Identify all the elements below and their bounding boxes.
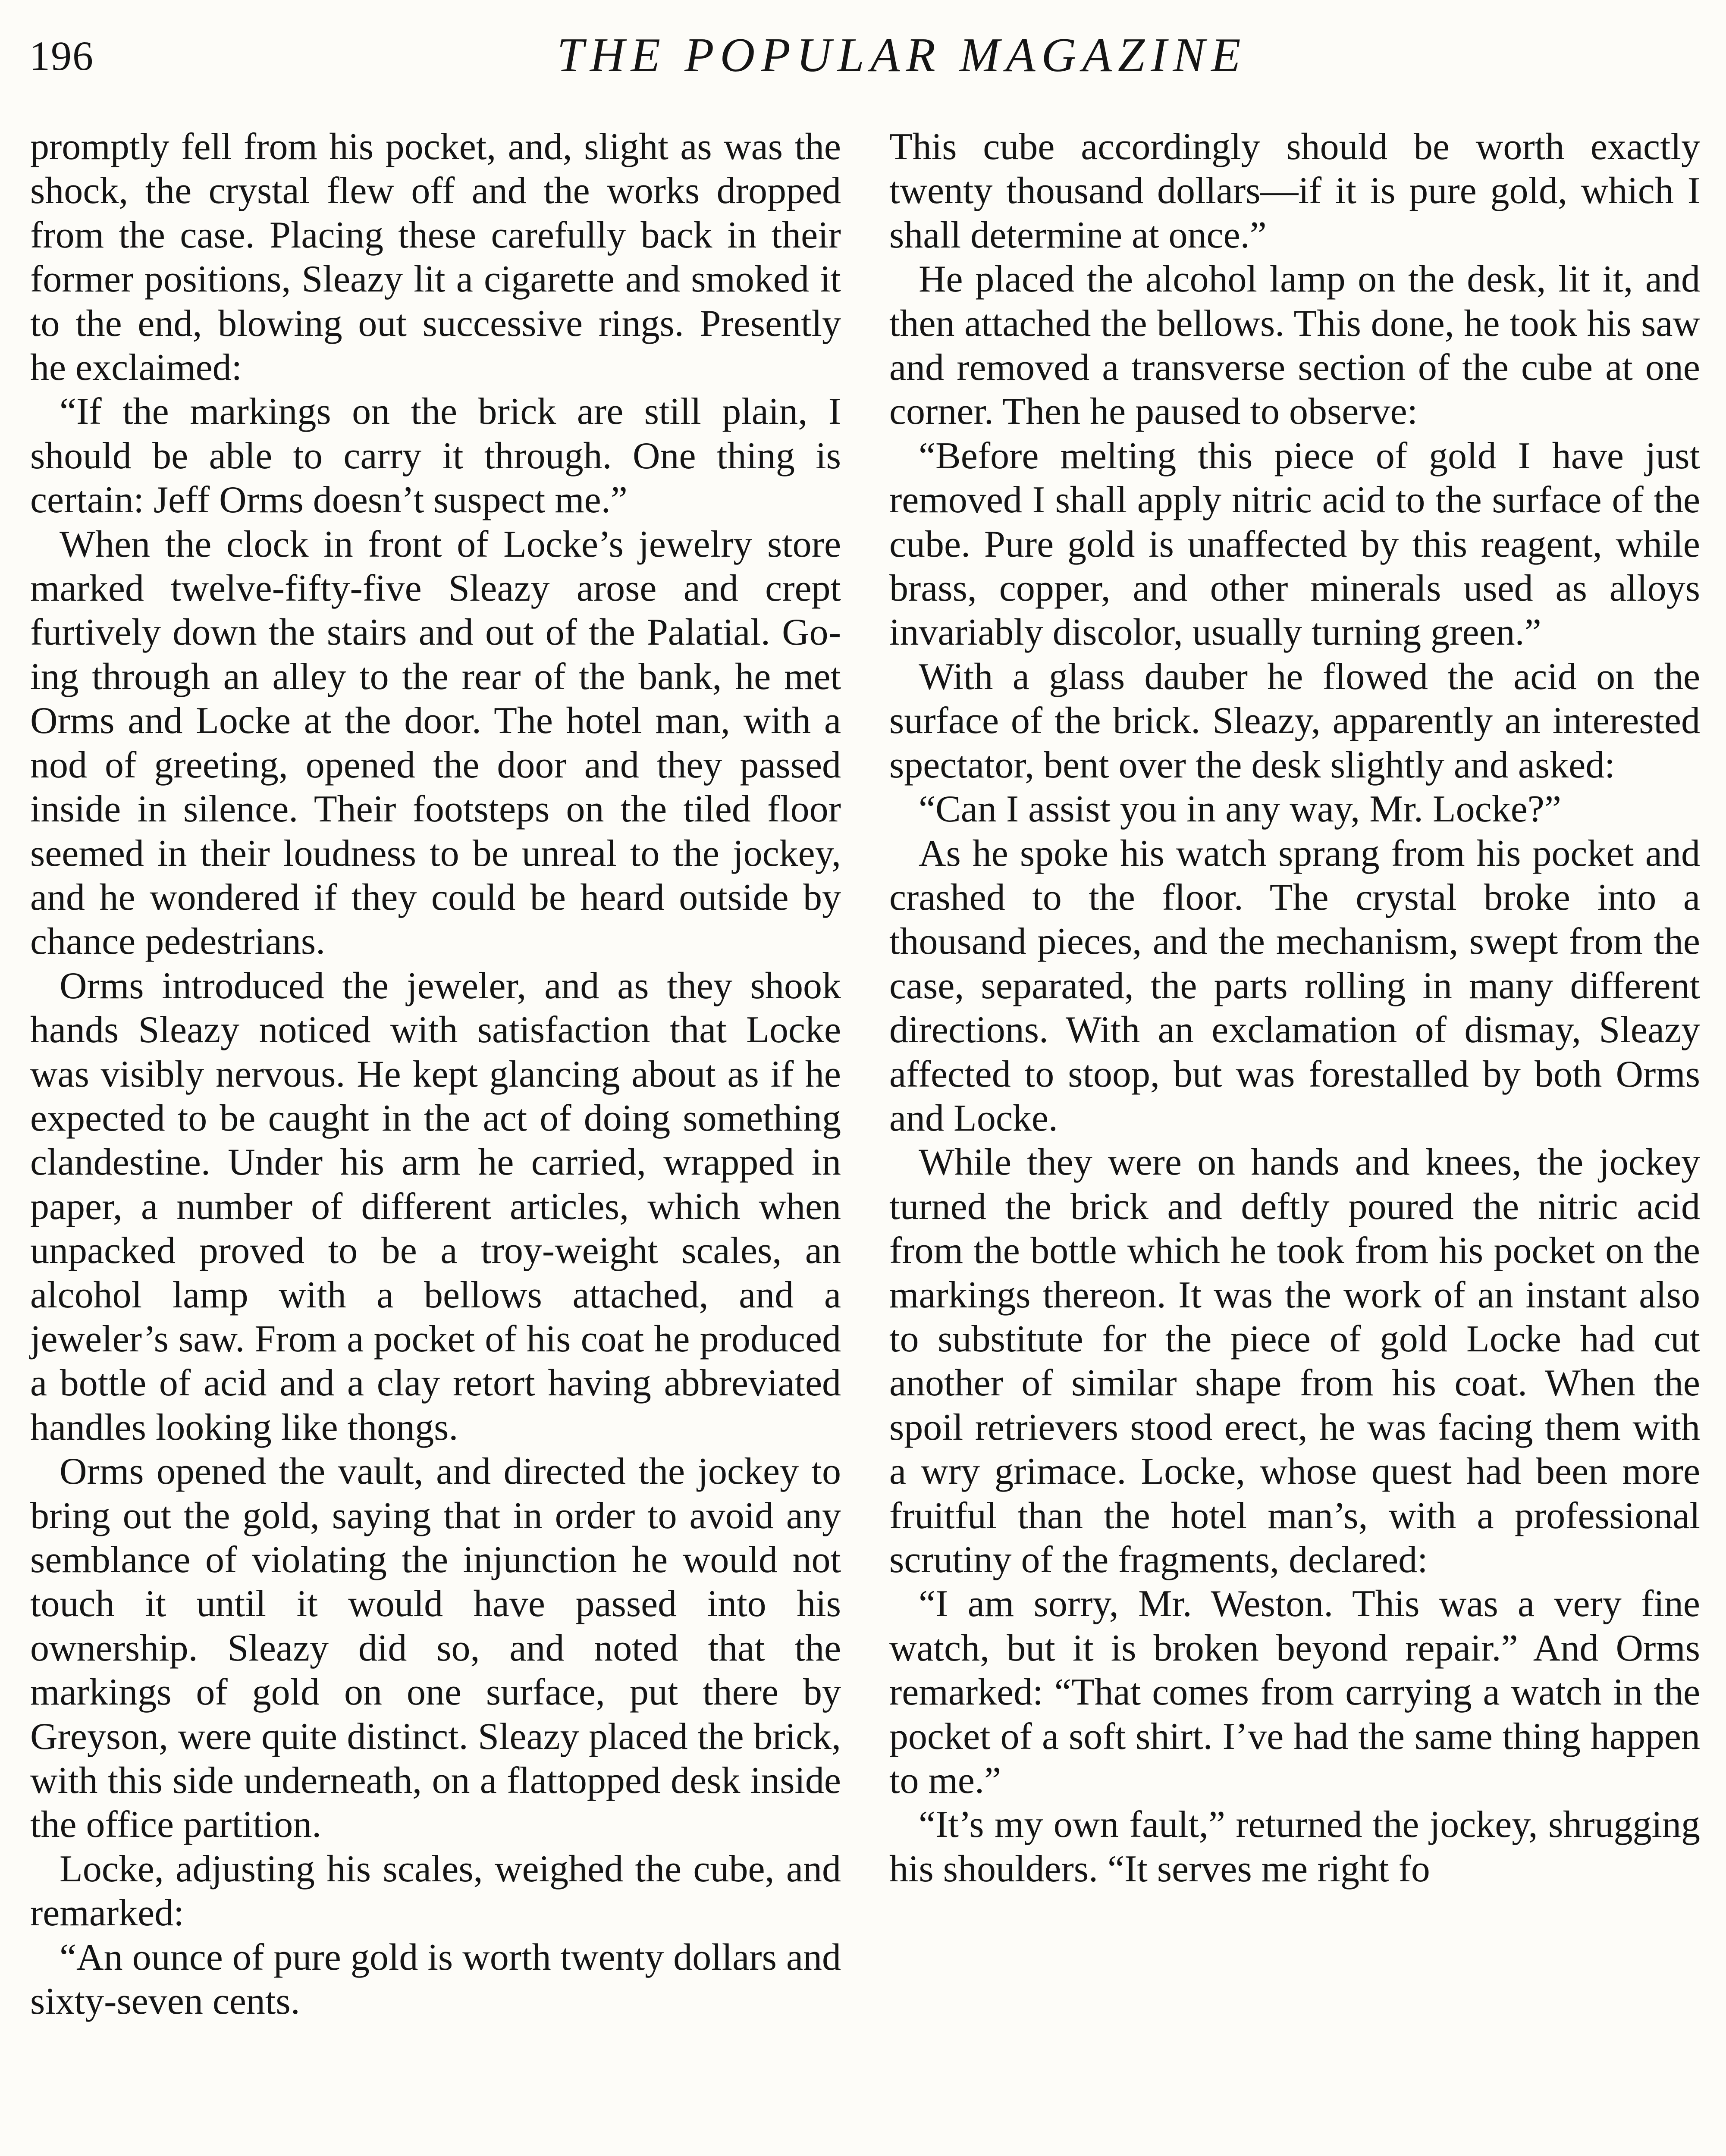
- paragraph: “An ounce of pure gold is worth twenty dollars and sixty-seven cents.: [30, 1936, 841, 2023]
- paragraph: He placed the alcohol lamp on the desk, lit it, and then attached the bellows. This done, he took his saw and removed a transverse section of the cube at one corner. Then he paused to observe:: [889, 258, 1700, 433]
- paragraph: “Can I assist you in any way, Mr. Locke?”: [919, 788, 1561, 830]
- running-title: THE POPULAR MAGAZINE: [557, 28, 1247, 82]
- right-column: [889, 125, 1700, 1891]
- paragraph: “I am sorry, Mr. Weston. This was a very fine watch, but it is broken beyond repair.” And Orms remarked: “That comes from carrying a watch in the pocket of a soft shirt. I’ve had the same thing happen to me.”: [889, 1583, 1700, 1802]
- left-column: [30, 125, 841, 2024]
- paragraph: “If the markings on the brick are still plain, I should be able to carry it through. One thing is certain: Jeff Orms doesn’t suspect me.”: [30, 391, 841, 521]
- paragraph: Orms opened the vault, and directed the jockey to bring out the gold, saying that in order to avoid any semblance of violating the injunction he would not touch it until it would have passed into his ownership. Sleazy did so, and noted that the markings of gold on one surface, put there by Greyson, were quite distinct. Sleazy placed the brick, with this side underneath, on a flattopped desk inside the office partition.: [30, 1451, 841, 1846]
- paragraph: This cube accordingly should be worth exactly twenty thousand dollars—if it is pure gold, which I shall determine at once.”: [889, 126, 1700, 256]
- paragraph: Locke, adjusting his scales, weighed the cube, and remarked:: [30, 1848, 841, 1934]
- paragraph: “Before melting this piece of gold I have just removed I shall apply nitric acid to the surface of the cube. Pure gold is unaffected by this reagent, while brass, copper, and other minerals used as alloys invariably discolor, usually turning green.”: [889, 435, 1700, 654]
- paragraph: As he spoke his watch sprang from his pocket and crashed to the floor. The crystal broke into a thousand pieces, and the mechanism, swept from the case, separated, the parts rolling in many different directions. With an exclamation of dismay, Sleazy affected to stoop, but was forestalled by both Orms and Locke.: [889, 832, 1700, 1139]
- paragraph: With a glass dauber he flowed the acid on the surface of the brick. Sleazy, apparently an interested spectator, bent over the desk slightly and asked:: [889, 655, 1700, 786]
- paragraph: While they were on hands and knees, the jockey turned the brick and deftly poured the nitric acid from the bottle which he took from his pocket on the markings thereon. It was the work of an instant also to substitute for the piece of gold Locke had cut another of similar shape from his coat. When the spoil retrievers stood erect, he was facing them with a wry grimace. Locke, whose quest had been more fruitful than the hotel man’s, with a professional scrutiny of the fragments, declared:: [889, 1141, 1700, 1581]
- paragraph: Orms introduced the jeweler, and as they shook hands Sleazy noticed with satisfaction that Locke was visibly nervous. He kept glancing about as if he expected to be caught in the act of doing something clandestine. Under his arm he carried, wrapped in paper, a number of different articles, which when unpacked proved to be a troy-weight scales, an alcohol lamp with a bellows attached, and a jeweler’s saw. From a pocket of his coat he produced a bottle of acid and a clay retort having abbreviated handles looking like thongs.: [30, 965, 841, 1448]
- paragraph: promptly fell from his pocket, and, slight as was the shock, the crystal flew off and the works dropped from the case. Placing these carefully back in their former positions, Sleazy lit a cigarette and smoked it to the end, blowing out successive rings. Presently he exclaimed:: [30, 126, 841, 389]
- page-number: 196: [29, 33, 94, 79]
- paragraph: When the clock in front of Locke’s jewelry store marked twelve-fifty-five Sleazy arose and crept furtively down the stairs and out of the Palatial. Going through an alley to the rear of the bank, he met Orms and Locke at the door. The hotel man, with a nod of greeting, opened the door and they passed inside in silence. Their footsteps on the tiled floor seemed in their loudness to be unreal to the jockey, and he wondered if they could be heard outside by chance pedestrians.: [30, 523, 841, 963]
- paragraph: “It’s my own fault,” returned the jockey, shrugging his shoulders. “It serves me right fo: [889, 1804, 1700, 1890]
